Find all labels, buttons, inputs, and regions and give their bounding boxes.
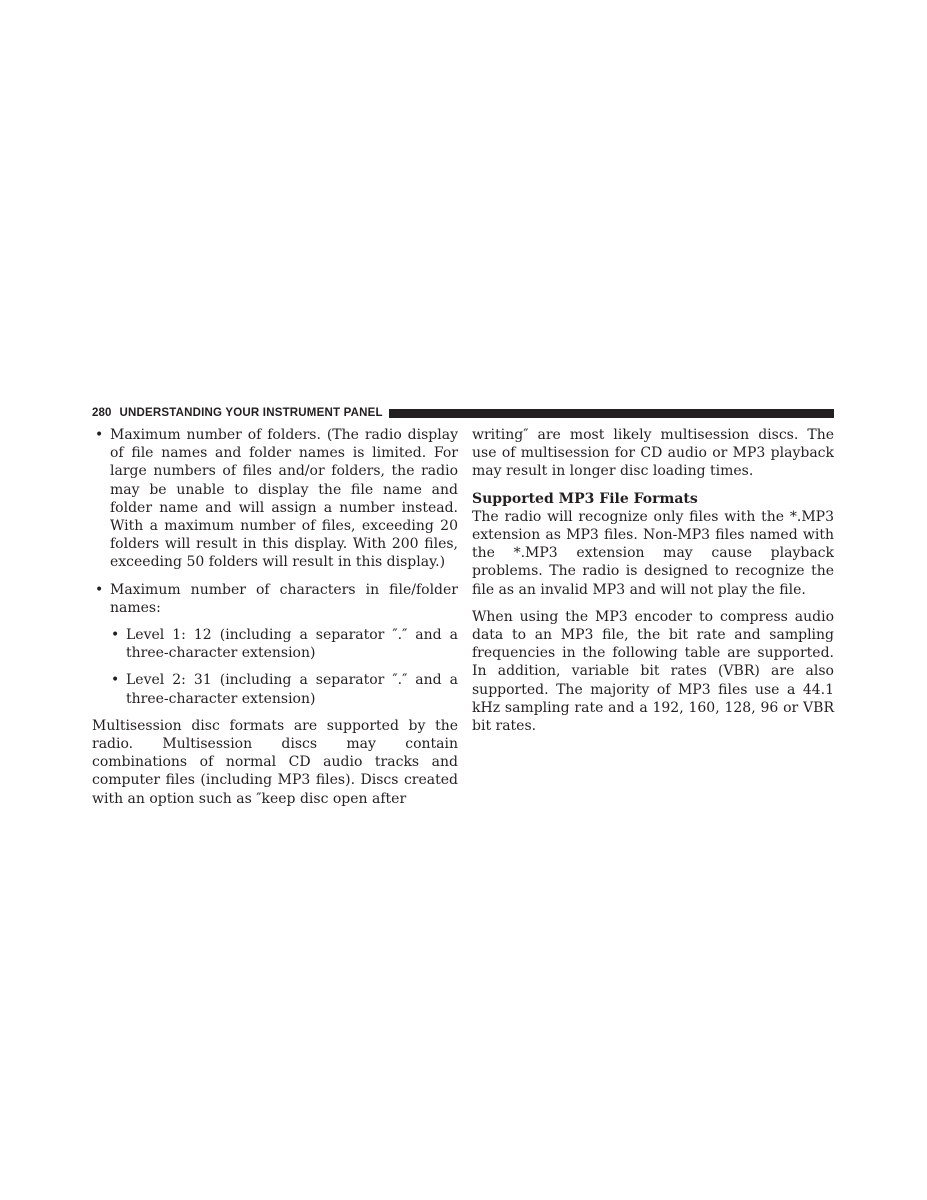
list-item-text: Maximum number of folders. (The radio display of file names and folder names is limited. For large numbers of files and/or folders, the radio may be unable to display the file name and folder name and will assign a number instead. With a maximum number of files, exceeding 20 folders will result in this display. With 200 files, exceeding 50 folders will result in this display.) bbox=[110, 427, 458, 571]
bullet-marker: • bbox=[95, 427, 104, 443]
header-rule bbox=[389, 409, 834, 418]
list-item bbox=[92, 426, 458, 572]
sub-list-item bbox=[92, 671, 458, 707]
section-title: UNDERSTANDING YOUR INSTRUMENT PANEL bbox=[119, 407, 383, 419]
bullet-marker: • bbox=[95, 581, 104, 598]
list-item bbox=[92, 581, 458, 617]
body-paragraph: The radio will recognize only files with the *.MP3 extension as MP3 files. Non-MP3 files named with the *.MP3 extension may cause playback problems. The radio is designed to recognize the file as an invalid MP3 and will not play the file. bbox=[472, 508, 834, 598]
body-paragraph: writing″ are most likely multisession discs. The use of multisession for CD audio or MP3 playback may result in longer disc loading times. bbox=[472, 427, 834, 480]
body-paragraph: When using the MP3 encoder to compress audio data to an MP3 file, the bit rate and sampling frequencies in the following table are supported. In addition, variable bit rates (VBR) are also supported. The majority of MP3 files use a 44.1 kHz sampling rate and a 192, 160, 128, 96 or VBR bit rates. bbox=[472, 608, 834, 735]
sub-list-item bbox=[92, 626, 458, 662]
list-item-text: Level 2: 31 (including a separator ″.″ and a three-character extension) bbox=[126, 672, 458, 707]
bullet-marker: • bbox=[111, 672, 120, 689]
page-number: 280 bbox=[92, 407, 112, 419]
left-column bbox=[92, 426, 458, 817]
right-column bbox=[472, 426, 834, 744]
body-paragraph: Multisession disc formats are supported by the radio. Multisession discs may contain combinations of normal CD audio tracks and computer files (including MP3 files). Discs created with an option such as ″keep disc open after bbox=[92, 717, 458, 807]
list-item-text: Level 1: 12 (including a separator ″.″ and a three-character extension) bbox=[126, 627, 458, 662]
page-header bbox=[92, 405, 834, 421]
subsection-heading: Supported MP3 File Formats bbox=[472, 490, 698, 507]
list-item-text: Maximum number of characters in file/folder names: bbox=[110, 581, 458, 616]
bullet-marker: • bbox=[111, 627, 120, 644]
